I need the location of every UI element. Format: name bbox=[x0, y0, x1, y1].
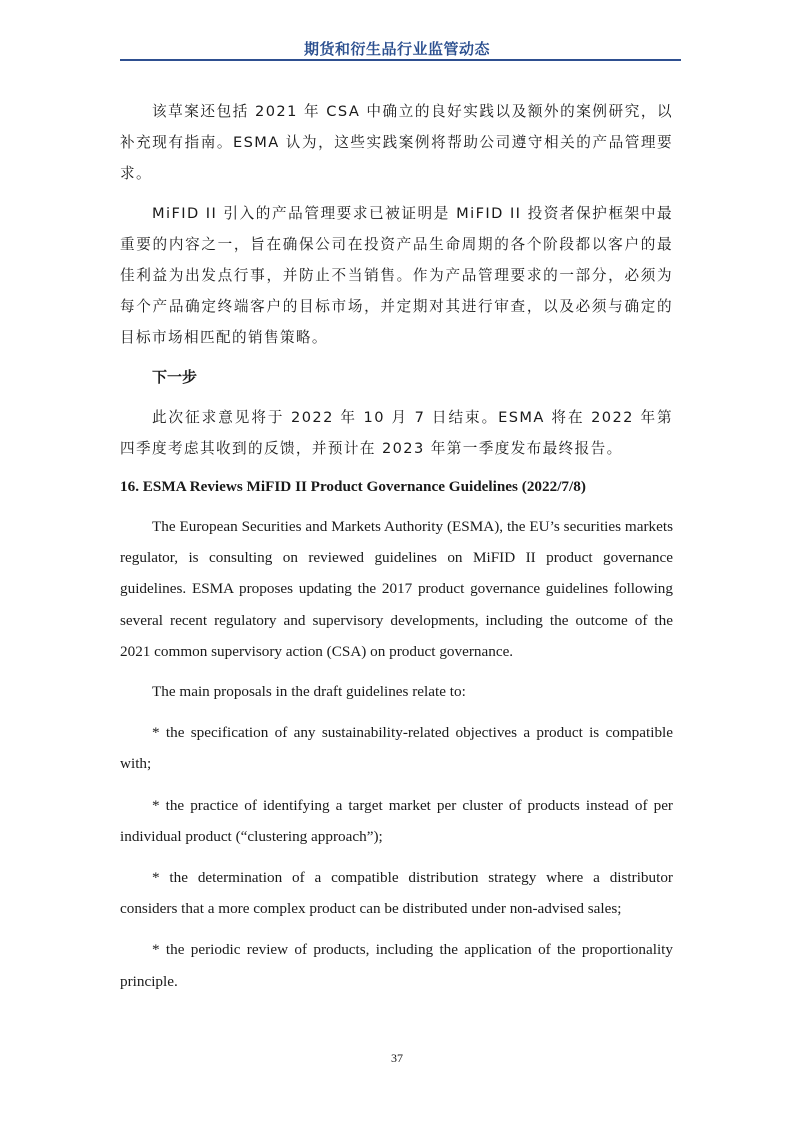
bullet-clustering: * the practice of identifying a target market per cluster of products instead of per individual product (“clustering approach”); bbox=[120, 796, 673, 845]
paragraph-product-governance: MiFID II 引入的产品管理要求已被证明是 MiFID II 投资者保护框架中最重要的内容之一，旨在确保公司在投资产品生命周期的各个阶段都以客户的最佳利益为出发点行事，并防止不当销售。作为产品管理要求的一部分，必须为每个产品确定终端客户的目标市场，并定期对其进行审查，以及必须与确定的目标市场相匹配的销售策略。 bbox=[120, 205, 673, 346]
paragraph-main-proposals: The main proposals in the draft guidelines relate to: bbox=[152, 683, 466, 701]
paragraph-consultation-close: 此次征求意见将于 2022 年 10 月 7 日结束。ESMA 将在 2022 年第四季度考虑其收到的反馈，并预计在 2023 年第一季度发布最终报告。 bbox=[120, 409, 673, 457]
section-heading-next-steps: 下一步 bbox=[152, 368, 198, 386]
bullet-periodic-review: * the periodic review of products, including the application of the proportionality principle. bbox=[120, 941, 673, 990]
running-header-title: 期货和衍生品行业监管动态 bbox=[303, 40, 490, 58]
paragraph-esma-consulting: The European Securities and Markets Authority (ESMA), the EU’s securities markets regulator, is consulting on reviewed guidelines on MiFID II product governance guidelines. ESMA proposes updating the 2017 product governance guidelines following several recent regulatory and supervisory developments, including the outcome of the 2021 common supervisory action (CSA) on product governance. bbox=[120, 518, 673, 660]
header-divider bbox=[120, 59, 681, 61]
bullet-distribution-strategy: * the determination of a compatible distribution strategy where a distributor considers that a more complex product can be distributed under non-advised sales; bbox=[120, 869, 673, 918]
section-heading-16: 16. ESMA Reviews MiFID II Product Governance Guidelines (2022/7/8) bbox=[120, 478, 586, 495]
page-body bbox=[120, 96, 673, 997]
paragraph-draft-includes: 该草案还包括 2021 年 CSA 中确立的良好实践以及额外的案例研究，以补充现有指南。ESMA 认为，这些实践案例将帮助公司遵守相关的产品管理要求。 bbox=[120, 103, 673, 182]
page-number: 37 bbox=[391, 1051, 403, 1065]
bullet-sustainability: * the specification of any sustainability-related objectives a product is compatible with; bbox=[120, 724, 673, 773]
